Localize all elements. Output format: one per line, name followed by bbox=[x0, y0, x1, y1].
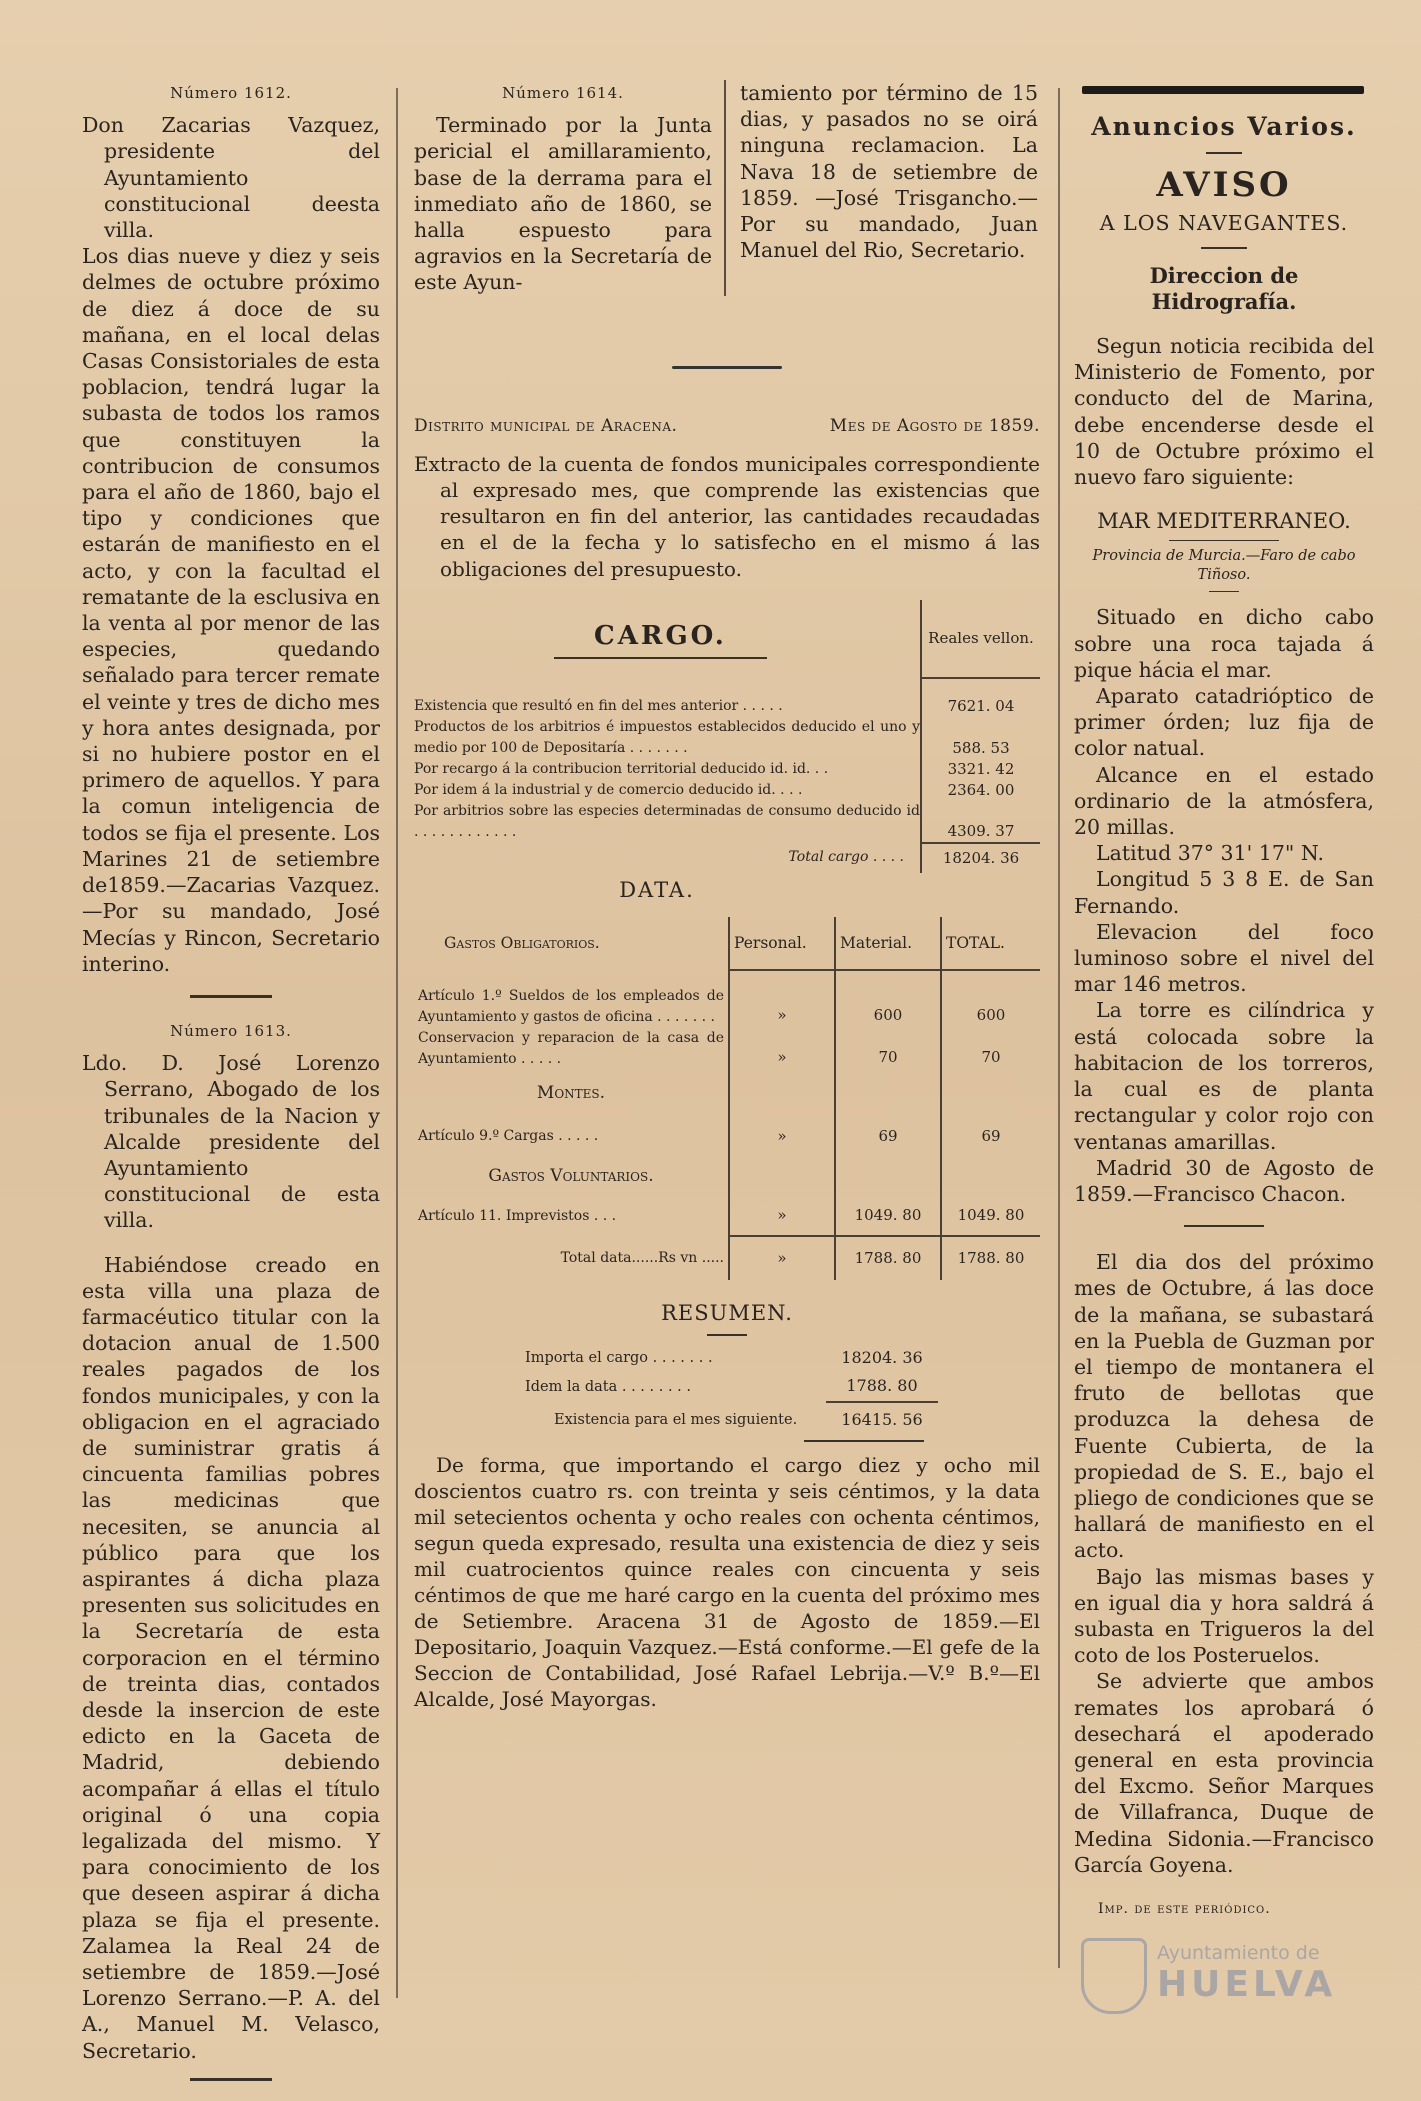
montes-heading: Montes. bbox=[536, 1082, 606, 1103]
notice-1614 bbox=[414, 80, 1040, 296]
direccion-title: Direccion de Hidrografía. bbox=[1149, 262, 1299, 314]
faro-alcance: Alcance en el estado ordinario de la atmósfera, 20 millas. bbox=[1074, 762, 1374, 840]
account-extract: Extracto de la cuenta de fondos municipales correspondiente al expresado mes, que comprende las existencias que resultaron en fin del anterior, las cantidades recaudadas en el de la fecha y lo satisfecho en el mismo á las obligaciones del presupuesto. bbox=[414, 451, 1040, 581]
cargo-row: Por arbitrios sobre las especies determinadas de consumo deducido id . . . . . . . . . . . . 4309. 37 bbox=[414, 801, 1040, 843]
resumen-row: Importa el cargo . . . . . . . 18204. 36 bbox=[525, 1348, 923, 1368]
resumen-divider bbox=[707, 1334, 747, 1336]
archive-watermark bbox=[1081, 1938, 1381, 2008]
cargo-row: Productos de los arbitrios é impuestos establecidos deducido el uno y medio por 100 de Depositaría . . . . . . . 588. 53 bbox=[414, 717, 1040, 759]
column-1 bbox=[82, 80, 380, 2101]
data-header-total: TOTAL. bbox=[941, 917, 1040, 970]
section-divider bbox=[190, 995, 272, 998]
column-2 bbox=[414, 80, 1040, 1712]
notice-1613-header: Número 1613. bbox=[170, 1021, 292, 1040]
cargo-total-row: Total cargo . . . . 18204. 36 bbox=[414, 843, 1040, 873]
faro-elevacion: Elevacion del foco luminoso sobre el nivel del mar 146 metros. bbox=[1074, 919, 1374, 997]
column-3 bbox=[1074, 86, 1374, 1922]
cargo-title: CARGO. bbox=[554, 621, 767, 659]
data-header-personal: Personal. bbox=[729, 917, 835, 970]
subasta-trigueros: Bajo las mismas bases y en igual dia y hora saldrá á subasta en Trigueros la del coto de los Posteruelos. bbox=[1074, 1564, 1374, 1668]
faro-torre: La torre es cilíndrica y está colocada sobre la habitacion de los torreros, la cual es de planta rectangular y color rojo con ventanas amarillas. bbox=[1074, 998, 1374, 1154]
subasta-advertencia: Se advierte que ambos remates los aprobará ó desechará el apoderado general en esta provincia del Excmo. Señor Marques de Villafranca, Duque de Medina Sidonia.—Francisco García Goyena. bbox=[1074, 1669, 1374, 1877]
divider bbox=[1206, 152, 1242, 154]
mar-heading: MAR MEDITERRANEO. bbox=[1097, 509, 1351, 534]
cargo-row: Por recargo á la contribucion territorial deducido id. id. . . 3321. 42 bbox=[414, 759, 1040, 780]
existencia-divider bbox=[804, 1440, 924, 1442]
notice-1614-body-a: Terminado por la Junta pericial el amillaramiento, base de la derrama para el inmediato año de 1860, se halla espuesto para agravios en la Secretaría de este Ayun- bbox=[414, 113, 712, 295]
subasta-bellotas: El dia dos del próximo mes de Octubre, á las doce de la mañana, se subastará en la Puebla de Guzman por el tiempo de montanera el fruto de bellotas que produzca la dehesa de Fuente Cubierta, de la propiedad de S. E., bajo el pliego de condiciones que se hallará de manifiesto en el acto. bbox=[1074, 1250, 1374, 1563]
account-month: Mes de Agosto de 1859. bbox=[829, 415, 1040, 436]
divider bbox=[1209, 591, 1239, 592]
account-heading bbox=[414, 413, 1040, 439]
divider bbox=[1201, 247, 1247, 249]
faro-situado: Situado en dicho cabo sobre una roca tajada á pique hácia el mar. bbox=[1074, 605, 1374, 682]
navegantes-title: A LOS NAVEGANTES. bbox=[1099, 211, 1349, 236]
existencia-row: Existencia para el mes siguiente. 16415. 56 bbox=[554, 1410, 923, 1430]
resumen-row: Idem la data . . . . . . . . 1788. 80 bbox=[524, 1372, 938, 1401]
cargo-row: Existencia que resultó en fin del mes anterior . . . . . 7621. 04 bbox=[414, 696, 1040, 717]
notice-1613-issuer: Ldo. D. José Lorenzo Serrano, Abogado de los tribunales de la Nacion y Alcalde presidente del Ayuntamiento constitucional de esta villa. bbox=[82, 1051, 380, 1233]
data-row: Artículo 11. Imprevistos . . . » 1049. 80 1049. 80 bbox=[414, 1196, 1040, 1236]
faro-notice: Segun noticia recibida del Ministerio de Fomento, por conducto del de Marina, debe encenderse desde el 10 de Octubre próximo el nuevo faro siguiente: bbox=[1074, 334, 1374, 490]
watermark-top: Ayuntamiento de bbox=[1157, 1942, 1320, 1964]
ornament-divider bbox=[672, 366, 782, 369]
watermark-bottom: HUELVA bbox=[1157, 1964, 1337, 2005]
data-row: Artículo 1.º Sueldos de los empleados de Ayuntamiento y gastos de oficina . . . . . . . » 600 600 bbox=[414, 986, 1040, 1028]
imprenta: Imp. de este periódico. bbox=[1098, 1900, 1271, 1917]
provincia-line: Provincia de Murcia.—Faro de cabo Tiñoso. bbox=[1092, 548, 1356, 584]
shield-icon bbox=[1081, 1938, 1147, 2014]
divider bbox=[1169, 540, 1279, 541]
district-name: Distrito municipal de Aracena. bbox=[414, 415, 678, 436]
header-thick-rule bbox=[1082, 86, 1364, 94]
notice-1612-issuer: Don Zacarias Vazquez, presidente del Ayuntamiento constitucional deesta villa. bbox=[82, 113, 380, 243]
notice-1612-body: Los dias nueve y diez y seis delmes de octubre próximo de diez á doce de su mañana, en el local delas Casas Consistoriales de esta poblacion, tendrá lugar la subasta de todos los ramos que constituyen la contribucion de consumos para el año de 1860, bajo el tipo y condiciones que estarán de manifiesto en el acto, y con la facultad el rematante de la esclusiva en la venta al por menor de las especies, quedando señalado para tercer remate el veinte y tres de dicho mes y hora antes designada, por si no hubiere postor en el primero de aquellos. Y para la comun inteligencia de todos se fija el presente. Los Marines 21 de setiembre de1859.—Zacarias Vazquez. —Por su mandado, José Mecías y Rincon, Secretario interino. bbox=[82, 244, 380, 976]
notice-1613-body: Habiéndose creado en esta villa una plaza de farmacéutico titular con la dotacion anual de 1.500 reales pagados de los fondos municipales, y con la obligacion en el agraciado de suministrar gratis á cincuenta familias pobres las medicinas que necesiten, se anuncia al público para que los aspirantes á dicha plaza presenten sus solicitudes en la Secretaría de esta corporacion en el término de treinta dias, contados desde la insercion de este edicto en la Gaceta de Madrid, debiendo acompañar á ellas el título original ó una copia legalizada del mismo. Y para conocimiento de los que deseen aspirar á dicha plaza se fija el presente. Zalamea la Real 24 de setiembre de 1859.—José Lorenzo Serrano.—P. A. del A., Manuel M. Velasco, Secretario. bbox=[82, 1252, 380, 2063]
voluntarios-heading: Gastos Voluntarios. bbox=[488, 1165, 654, 1186]
data-row: Artículo 9.º Cargas . . . . . » 69 69 bbox=[414, 1116, 1040, 1156]
notice-1612-header: Número 1612. bbox=[170, 84, 292, 102]
cargo-table bbox=[414, 600, 1040, 873]
data-header-material: Material. bbox=[835, 917, 941, 970]
data-total-row: Total data......Rs vn ..... » 1788. 80 1788. 80 bbox=[414, 1236, 1040, 1280]
column-rule bbox=[1058, 88, 1060, 1968]
notice-1614-body-b: tamiento por término de 15 dias, y pasados no se oirá ninguna reclamacion. La Nava 18 de setiembre de 1859. —José Trisgancho.—Por su mandado, Juan Manuel del Rio, Secretario. bbox=[740, 81, 1038, 263]
section-divider bbox=[1184, 1225, 1264, 1227]
data-row: Conservacion y reparacion de la casa de Ayuntamiento . . . . . » 70 70 bbox=[414, 1028, 1040, 1070]
cargo-unit: Reales vellon. bbox=[921, 600, 1040, 678]
resumen-title: RESUMEN. bbox=[661, 1301, 793, 1326]
account-closing: De forma, que importando el cargo diez y ocho mil doscientos cuatro rs. con treinta y seis céntimos, y la data mil setecientos ochenta y ocho reales con ochenta céntimos, segun queda expresado, resulta una existencia de diez y seis mil cuatrocientos quince reales con cincuenta y seis céntimos de que me haré cargo en la cuenta del próximo mes de Setiembre. Aracena 31 de Agosto de 1859.—El Depositario, Joaquin Vazquez.—Está conforme.—El gefe de la Seccion de Contabilidad, José Rafael Lebrija.—V.º B.º—El Alcalde, José Mayorgas. bbox=[414, 1452, 1040, 1711]
section-divider bbox=[190, 2078, 272, 2081]
resumen-table bbox=[524, 1344, 938, 1437]
anuncios-title: Anuncios Varios. bbox=[1091, 112, 1357, 141]
cargo-row: Por idem á la industrial y de comercio deducido id. . . . 2364. 00 bbox=[414, 780, 1040, 801]
data-title: DATA. bbox=[619, 877, 695, 902]
notice-1614-header: Número 1614. bbox=[502, 84, 624, 102]
column-rule bbox=[396, 88, 398, 1998]
faro-longitud: Longitud 5 3 8 E. de San Fernando. bbox=[1074, 867, 1374, 918]
data-table bbox=[414, 917, 1040, 1280]
data-header-obligatorios: Gastos Obligatorios. bbox=[444, 934, 600, 953]
faro-firma: Madrid 30 de Agosto de 1859.—Francisco Chacon. bbox=[1074, 1155, 1374, 1206]
faro-aparato: Aparato catadrióptico de primer órden; luz fija de color natual. bbox=[1074, 684, 1374, 761]
faro-latitud: Latitud 37° 31' 17" N. bbox=[1096, 841, 1324, 866]
aviso-title: AVISO bbox=[1156, 165, 1292, 206]
